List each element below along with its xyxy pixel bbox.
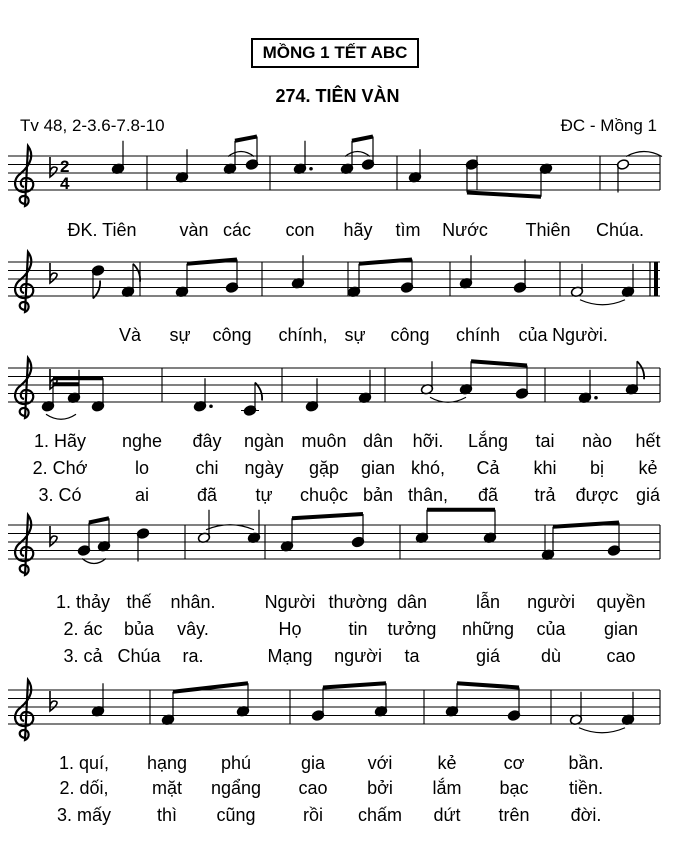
lyric-syllable: tưởng [387, 619, 437, 639]
lyric-syllable: cũng [216, 805, 256, 825]
lyric-syllable: sự [169, 325, 191, 345]
lyric-syllable: các [222, 220, 252, 240]
lyric-syllable: hãy [343, 220, 373, 240]
lyric-syllable: quyền [596, 592, 646, 612]
lyric-syllable: hỡi. [412, 431, 444, 451]
lyric-line-system4_v1 [56, 591, 646, 612]
lyric-syllable: vàn [179, 220, 209, 240]
lyric-syllable: những [461, 619, 515, 639]
note-dot [309, 167, 313, 171]
lyric-line-system3_v2 [33, 458, 658, 478]
lyric-syllable: chuộc [299, 485, 349, 505]
lyric-syllable: 1. quí, [58, 753, 110, 773]
beam [352, 137, 373, 141]
beam [457, 683, 519, 687]
lyric-syllable: 2. dối, [59, 778, 109, 798]
staff-system-4 [8, 510, 660, 575]
lyric-syllable: bị [589, 458, 605, 478]
lyric-syllable: Người. [552, 325, 608, 345]
lyric-syllable: dân [396, 592, 428, 612]
lyric-syllable: muôn [301, 431, 347, 451]
lyric-syllable: 2. ác [63, 619, 103, 639]
lyric-syllable: tiền. [568, 778, 604, 798]
staff-system-1 [8, 137, 662, 207]
lyric-syllable: nhân. [170, 592, 216, 612]
lyric-syllable: Lắng [467, 431, 509, 451]
lyric-line-system1 [67, 220, 644, 240]
beam [292, 514, 363, 518]
lyric-line-system2 [119, 325, 608, 345]
psalm-reference: Tv 48, 2-3.6-7.8-10 [20, 116, 165, 135]
flat-sign-icon [50, 691, 57, 711]
lyric-syllable: 3. Có [38, 485, 82, 505]
lyric-syllable: bản [362, 485, 394, 505]
lyric-syllable: tin [348, 619, 368, 639]
note-dot [209, 404, 213, 408]
lyric-syllable: 1. Hãy [33, 431, 87, 451]
lyric-syllable: nghe [121, 431, 163, 451]
lyric-syllable: hạng [146, 753, 188, 773]
lyric-syllable: ai [134, 485, 150, 505]
lyric-syllable: tìm [395, 220, 421, 240]
lyric-syllable: dân [362, 431, 394, 451]
beam [467, 193, 541, 197]
lyric-syllable: kẻ [638, 458, 658, 478]
tie-slur [579, 728, 625, 733]
lyric-syllable: 3. cả [63, 646, 103, 666]
lyric-syllable: phú [220, 753, 252, 773]
lyric-syllable: bủa [123, 619, 155, 639]
treble-clef-icon [15, 252, 33, 312]
lyric-line-system3_v1 [34, 430, 661, 451]
staff-system-5 [8, 680, 660, 740]
lyric-syllable: tai [535, 431, 555, 451]
lyric-syllable: gia [300, 753, 326, 773]
lyric-syllable: với [367, 753, 393, 773]
lyric-syllable: mặt [151, 778, 183, 798]
beam [323, 683, 386, 687]
lyric-syllable: trả [534, 485, 556, 505]
lyric-syllable: sự [344, 325, 366, 345]
lyric-syllable: công [212, 325, 252, 345]
staff-system-3 [8, 358, 660, 419]
lyric-syllable: 3. mấy [56, 805, 112, 825]
lyric-syllable: lo [134, 458, 150, 478]
time-signature-top: 2 [60, 157, 70, 176]
lyric-syllable: thường [328, 592, 388, 612]
lyric-syllable: ĐK. Tiên [67, 220, 137, 240]
tie-slur [46, 414, 76, 419]
lyric-syllable: của [536, 619, 566, 639]
lyric-syllable: đây [192, 431, 222, 451]
lyric-syllable: hết [635, 431, 661, 451]
lyric-syllable: chính, [278, 325, 328, 345]
flat-sign-icon [50, 157, 57, 177]
lyric-syllable: thế [126, 592, 152, 612]
lyric-syllable: chấm [357, 805, 403, 825]
lyric-syllable: thân, [407, 485, 449, 505]
lyric-line-system5_v1 [59, 753, 604, 773]
lyric-syllable: ta [404, 646, 420, 666]
lyric-syllable: khó, [410, 458, 446, 478]
lyric-syllable: bần. [568, 753, 604, 773]
lyric-line-system5_v3 [57, 805, 601, 825]
lyric-syllable: ngàn [243, 431, 285, 451]
lyric-syllable: đã [196, 485, 218, 505]
lyric-syllable: ngày [244, 458, 284, 478]
lyric-syllable: bạc [499, 778, 529, 798]
lyric-syllable: chi [195, 458, 219, 478]
beam [553, 523, 619, 527]
lyric-syllable: người [527, 592, 575, 612]
lyric-syllable: đã [477, 485, 499, 505]
flat-sign-icon [50, 526, 57, 546]
lyric-syllable: ra. [182, 646, 204, 666]
lyric-line-system5_v2 [59, 777, 603, 798]
lyric-syllable: khi [533, 458, 557, 478]
lyric-syllable: dù [540, 646, 562, 666]
lyric-syllable: Nước [442, 220, 488, 240]
lyric-syllable: bởi [367, 778, 393, 798]
hymn-title: 274. TIÊN VÀN [275, 86, 400, 106]
lyric-syllable: cơ [503, 753, 525, 773]
beam [471, 361, 527, 365]
lyric-syllable: đời. [570, 805, 602, 825]
beam [187, 260, 237, 264]
lyric-syllable: rồi [302, 805, 324, 825]
lyric-syllable: kẻ [437, 753, 457, 773]
lyric-line-system4_v3 [63, 646, 635, 666]
lyric-syllable: được [575, 485, 619, 505]
lyric-syllable: 2. Chớ [32, 458, 88, 478]
lyric-line-system4_v2 [63, 619, 638, 639]
occasion-label: ĐC - Mồng 1 [560, 116, 657, 135]
beam [359, 260, 412, 264]
lyric-syllable: tự [255, 485, 273, 505]
lyric-syllable: Người [264, 592, 316, 612]
note-dot [594, 396, 598, 400]
lyric-syllable: trên [498, 805, 530, 825]
lyric-syllable: Thiên [525, 220, 571, 240]
lyric-syllable: công [390, 325, 430, 345]
lyric-syllable: ngẩng [210, 778, 262, 798]
lyric-syllable: 1. thảy [55, 592, 111, 612]
lyric-syllable: của [518, 325, 548, 345]
beam [89, 518, 109, 522]
treble-clef-icon [15, 515, 33, 575]
lyric-syllable: Chúa. [595, 220, 645, 240]
time-signature-bottom: 4 [60, 174, 70, 193]
lyric-syllable: giá [475, 646, 501, 666]
treble-clef-icon [15, 146, 33, 206]
lyric-syllable: cao [298, 778, 328, 798]
lyric-line-system3_v3 [38, 485, 661, 505]
lyric-syllable: Và [118, 325, 142, 345]
lyric-syllable: Chúa [117, 646, 161, 666]
lyric-syllable: giá [635, 485, 661, 505]
staff-system-2 [8, 252, 660, 312]
lyric-syllable: nào [581, 431, 613, 451]
lyric-syllable: cao [606, 646, 636, 666]
lyric-syllable: vây. [177, 619, 209, 639]
lyric-syllable: người [334, 646, 382, 666]
lyric-syllable: lẫn [475, 592, 501, 612]
lyric-syllable: gian [603, 619, 639, 639]
lyric-syllable: lắm [432, 778, 462, 798]
treble-clef-icon [15, 680, 33, 740]
lyric-syllable: Họ [278, 619, 302, 639]
beam [235, 137, 257, 141]
lyric-syllable: Cả [476, 458, 500, 478]
lyric-syllable: gặp [308, 458, 340, 478]
lyric-syllable: con [285, 220, 315, 240]
tie-slur [580, 300, 625, 305]
lyric-syllable: chính [455, 325, 501, 345]
treble-clef-icon [15, 358, 33, 418]
feast-title-box: MỒNG 1 TẾT ABC [251, 38, 419, 68]
lyric-syllable: gian [360, 458, 396, 478]
flat-sign-icon [50, 263, 57, 283]
lyric-syllable: Mạng [267, 646, 313, 666]
lyric-syllable: dứt [433, 805, 461, 825]
lyric-syllable: thì [156, 805, 178, 825]
